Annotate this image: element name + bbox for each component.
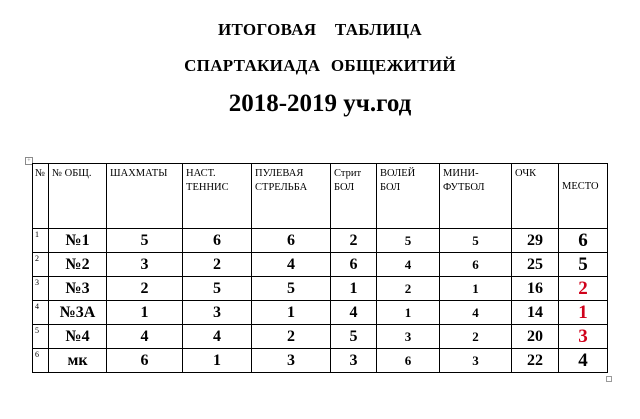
- cell-place: 5: [559, 253, 608, 277]
- cell-streetball: 4: [331, 301, 377, 325]
- cell-shooting: 1: [252, 301, 331, 325]
- cell-shooting: 6: [252, 229, 331, 253]
- cell-place: 4: [559, 349, 608, 373]
- header-table-tennis: НАСТ. ТЕННИС: [183, 164, 252, 229]
- header-chess: ШАХМАТЫ: [107, 164, 183, 229]
- header-dorm: № ОБЩ.: [49, 164, 107, 229]
- cell-table-tennis: 6: [183, 229, 252, 253]
- table-resize-handle-icon[interactable]: [606, 376, 612, 382]
- header-volleyball: ВОЛЕЙ БОЛ: [377, 164, 440, 229]
- cell-table-tennis: 4: [183, 325, 252, 349]
- cell-chess: 3: [107, 253, 183, 277]
- cell-volleyball: 2: [377, 277, 440, 301]
- table-row: [33, 325, 608, 349]
- cell-points: 16: [512, 277, 559, 301]
- cell-dorm: №4: [49, 325, 107, 349]
- title-line-2: СПАРТАКИАДА ОБЩЕЖИТИЙ: [184, 56, 456, 75]
- cell-streetball: 5: [331, 325, 377, 349]
- cell-row-number: 1: [33, 229, 49, 253]
- cell-place: 6: [559, 229, 608, 253]
- cell-dorm: №2: [49, 253, 107, 277]
- cell-streetball: 3: [331, 349, 377, 373]
- cell-shooting: 3: [252, 349, 331, 373]
- header-points: ОЧК: [512, 164, 559, 229]
- cell-table-tennis: 1: [183, 349, 252, 373]
- cell-table-tennis: 5: [183, 277, 252, 301]
- cell-place: 1: [559, 301, 608, 325]
- cell-points: 22: [512, 349, 559, 373]
- cell-place: 2: [559, 277, 608, 301]
- cell-volleyball: 6: [377, 349, 440, 373]
- cell-shooting: 4: [252, 253, 331, 277]
- cell-row-number: 2: [33, 253, 49, 277]
- cell-streetball: 1: [331, 277, 377, 301]
- header-streetball: Стрит БОЛ: [331, 164, 377, 229]
- cell-volleyball: 4: [377, 253, 440, 277]
- cell-volleyball: 3: [377, 325, 440, 349]
- title-line-3: 2018-2019 уч.год: [228, 90, 412, 117]
- header-shooting: ПУЛЕВАЯ СТРЕЛЬБА: [252, 164, 331, 229]
- cell-shooting: 2: [252, 325, 331, 349]
- cell-row-number: 5: [33, 325, 49, 349]
- cell-volleyball: 5: [377, 229, 440, 253]
- cell-chess: 2: [107, 277, 183, 301]
- header-place: МЕСТО: [559, 164, 608, 229]
- cell-dorm: №1: [49, 229, 107, 253]
- cell-table-tennis: 2: [183, 253, 252, 277]
- cell-row-number: 4: [33, 301, 49, 325]
- cell-streetball: 6: [331, 253, 377, 277]
- table-row: [33, 253, 608, 277]
- cell-mini-football: 1: [440, 277, 512, 301]
- cell-mini-football: 6: [440, 253, 512, 277]
- results-table: [32, 163, 608, 373]
- cell-chess: 5: [107, 229, 183, 253]
- table-row: [33, 301, 608, 325]
- cell-row-number: 6: [33, 349, 49, 373]
- cell-chess: 1: [107, 301, 183, 325]
- header-num: №: [33, 164, 49, 229]
- cell-points: 25: [512, 253, 559, 277]
- cell-points: 20: [512, 325, 559, 349]
- cell-table-tennis: 3: [183, 301, 252, 325]
- cell-chess: 4: [107, 325, 183, 349]
- title-line-1: ИТОГОВАЯ ТАБЛИЦА: [217, 20, 423, 39]
- table-move-handle-icon[interactable]: +: [25, 157, 33, 165]
- cell-chess: 6: [107, 349, 183, 373]
- table-row: [33, 229, 608, 253]
- cell-points: 29: [512, 229, 559, 253]
- cell-dorm: мк: [49, 349, 107, 373]
- cell-shooting: 5: [252, 277, 331, 301]
- table-row: [33, 277, 608, 301]
- table-header-row: [33, 164, 608, 229]
- cell-mini-football: 3: [440, 349, 512, 373]
- cell-dorm: №3А: [49, 301, 107, 325]
- table-row: [33, 349, 608, 373]
- cell-mini-football: 4: [440, 301, 512, 325]
- cell-points: 14: [512, 301, 559, 325]
- cell-row-number: 3: [33, 277, 49, 301]
- cell-place: 3: [559, 325, 608, 349]
- header-mini-football: МИНИ-ФУТБОЛ: [440, 164, 512, 229]
- cell-dorm: №3: [49, 277, 107, 301]
- cell-streetball: 2: [331, 229, 377, 253]
- cell-volleyball: 1: [377, 301, 440, 325]
- cell-mini-football: 5: [440, 229, 512, 253]
- cell-mini-football: 2: [440, 325, 512, 349]
